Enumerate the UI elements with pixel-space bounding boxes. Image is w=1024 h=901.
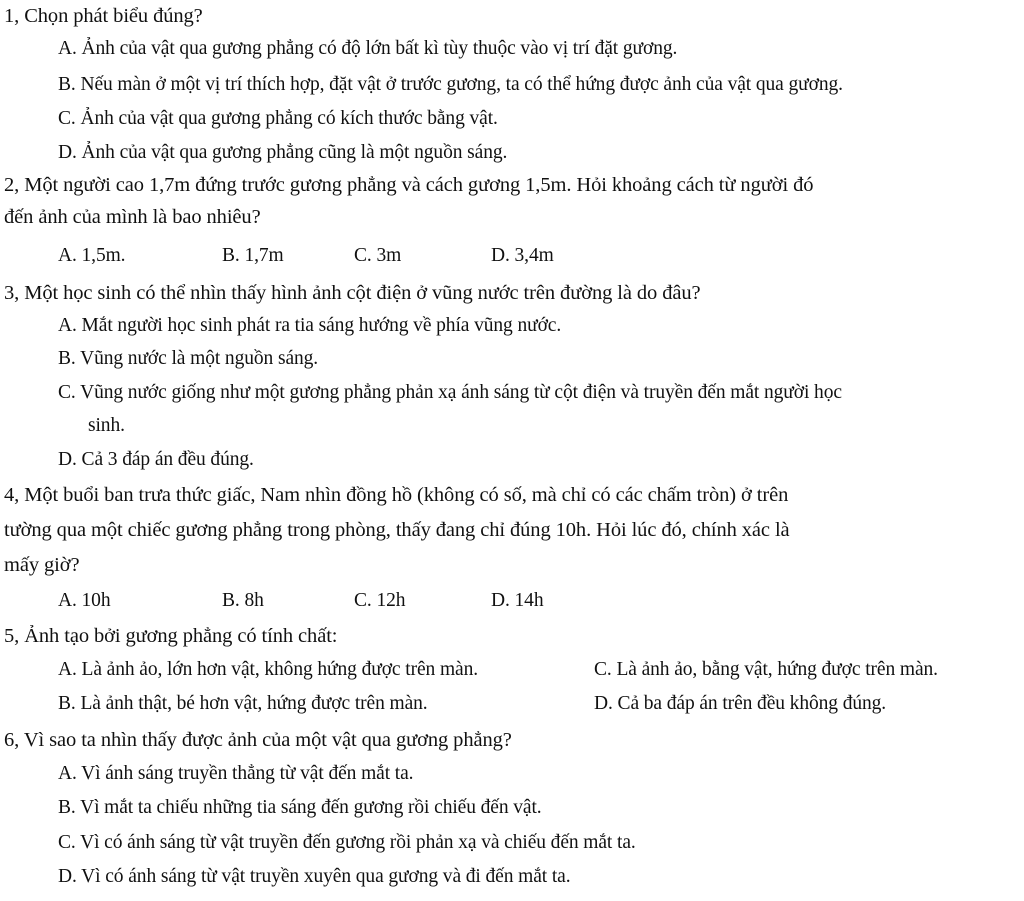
question-1-option-c: C. Ảnh của vật qua gương phẳng có kích thước bằng vật. bbox=[58, 108, 498, 129]
question-4-stem: 4, Một buổi ban trưa thức giấc, Nam nhìn đồng hồ (không có số, mà chỉ có các chấm tròn) ở trên bbox=[4, 484, 789, 506]
question-1-option-b: B. Nếu màn ở một vị trí thích hợp, đặt vật ở trước gương, ta có thể hứng được ảnh của vật qua gương. bbox=[58, 74, 843, 95]
question-3-option-c-line-2: sinh. bbox=[88, 415, 125, 436]
question-5-stem: 5, Ảnh tạo bởi gương phẳng có tính chất: bbox=[4, 625, 338, 647]
question-4-stem-line-3: mấy giờ? bbox=[4, 554, 80, 576]
question-4-option-d: D. 14h bbox=[491, 590, 544, 611]
question-3-option-c: C. Vũng nước giống như một gương phẳng phản xạ ánh sáng từ cột điện và truyền đến mắt người học bbox=[58, 382, 842, 403]
question-2-stem-line-2: đến ảnh của mình là bao nhiêu? bbox=[4, 206, 261, 228]
question-1-stem: 1, Chọn phát biểu đúng? bbox=[4, 5, 203, 27]
question-6-option-a: A. Vì ánh sáng truyền thẳng từ vật đến mắt ta. bbox=[58, 763, 414, 784]
question-5-option-c: C. Là ảnh ảo, bằng vật, hứng được trên màn. bbox=[594, 659, 938, 680]
question-2-option-b: B. 1,7m bbox=[222, 245, 284, 266]
question-2-option-d: D. 3,4m bbox=[491, 245, 554, 266]
question-4-option-a: A. 10h bbox=[58, 590, 111, 611]
question-5-option-b: B. Là ảnh thật, bé hơn vật, hứng được trên màn. bbox=[58, 693, 428, 714]
question-3-option-a: A. Mắt người học sinh phát ra tia sáng hướng về phía vũng nước. bbox=[58, 315, 562, 336]
question-3-option-d: D. Cả 3 đáp án đều đúng. bbox=[58, 449, 254, 470]
question-6-option-d: D. Vì có ánh sáng từ vật truyền xuyên qua gương và đi đến mắt ta. bbox=[58, 866, 571, 887]
question-4-option-c: C. 12h bbox=[354, 590, 406, 611]
question-2-stem: 2, Một người cao 1,7m đứng trước gương phẳng và cách gương 1,5m. Hỏi khoảng cách từ người đó bbox=[4, 174, 814, 196]
question-2-option-a: A. 1,5m. bbox=[58, 245, 126, 266]
question-3-stem: 3, Một học sinh có thể nhìn thấy hình ảnh cột điện ở vũng nước trên đường là do đâu? bbox=[4, 282, 701, 304]
question-1-option-a: A. Ảnh của vật qua gương phẳng có độ lớn bất kì tùy thuộc vào vị trí đặt gương. bbox=[58, 38, 678, 59]
question-6-stem: 6, Vì sao ta nhìn thấy được ảnh của một vật qua gương phẳng? bbox=[4, 729, 512, 751]
question-6-option-b: B. Vì mắt ta chiếu những tia sáng đến gương rồi chiếu đến vật. bbox=[58, 797, 542, 818]
question-6-option-c: C. Vì có ánh sáng từ vật truyền đến gương rồi phản xạ và chiếu đến mắt ta. bbox=[58, 832, 636, 853]
question-4-option-b: B. 8h bbox=[222, 590, 264, 611]
question-4-stem-line-2: tường qua một chiếc gương phẳng trong phòng, thấy đang chỉ đúng 10h. Hỏi lúc đó, chính xác là bbox=[4, 519, 790, 541]
question-5-option-a: A. Là ảnh ảo, lớn hơn vật, không hứng được trên màn. bbox=[58, 659, 478, 680]
question-2-option-c: C. 3m bbox=[354, 245, 402, 266]
question-3-option-b: B. Vũng nước là một nguồn sáng. bbox=[58, 348, 319, 369]
question-5-option-d: D. Cả ba đáp án trên đều không đúng. bbox=[594, 693, 887, 714]
question-1-option-d: D. Ảnh của vật qua gương phẳng cũng là một nguồn sáng. bbox=[58, 142, 508, 163]
